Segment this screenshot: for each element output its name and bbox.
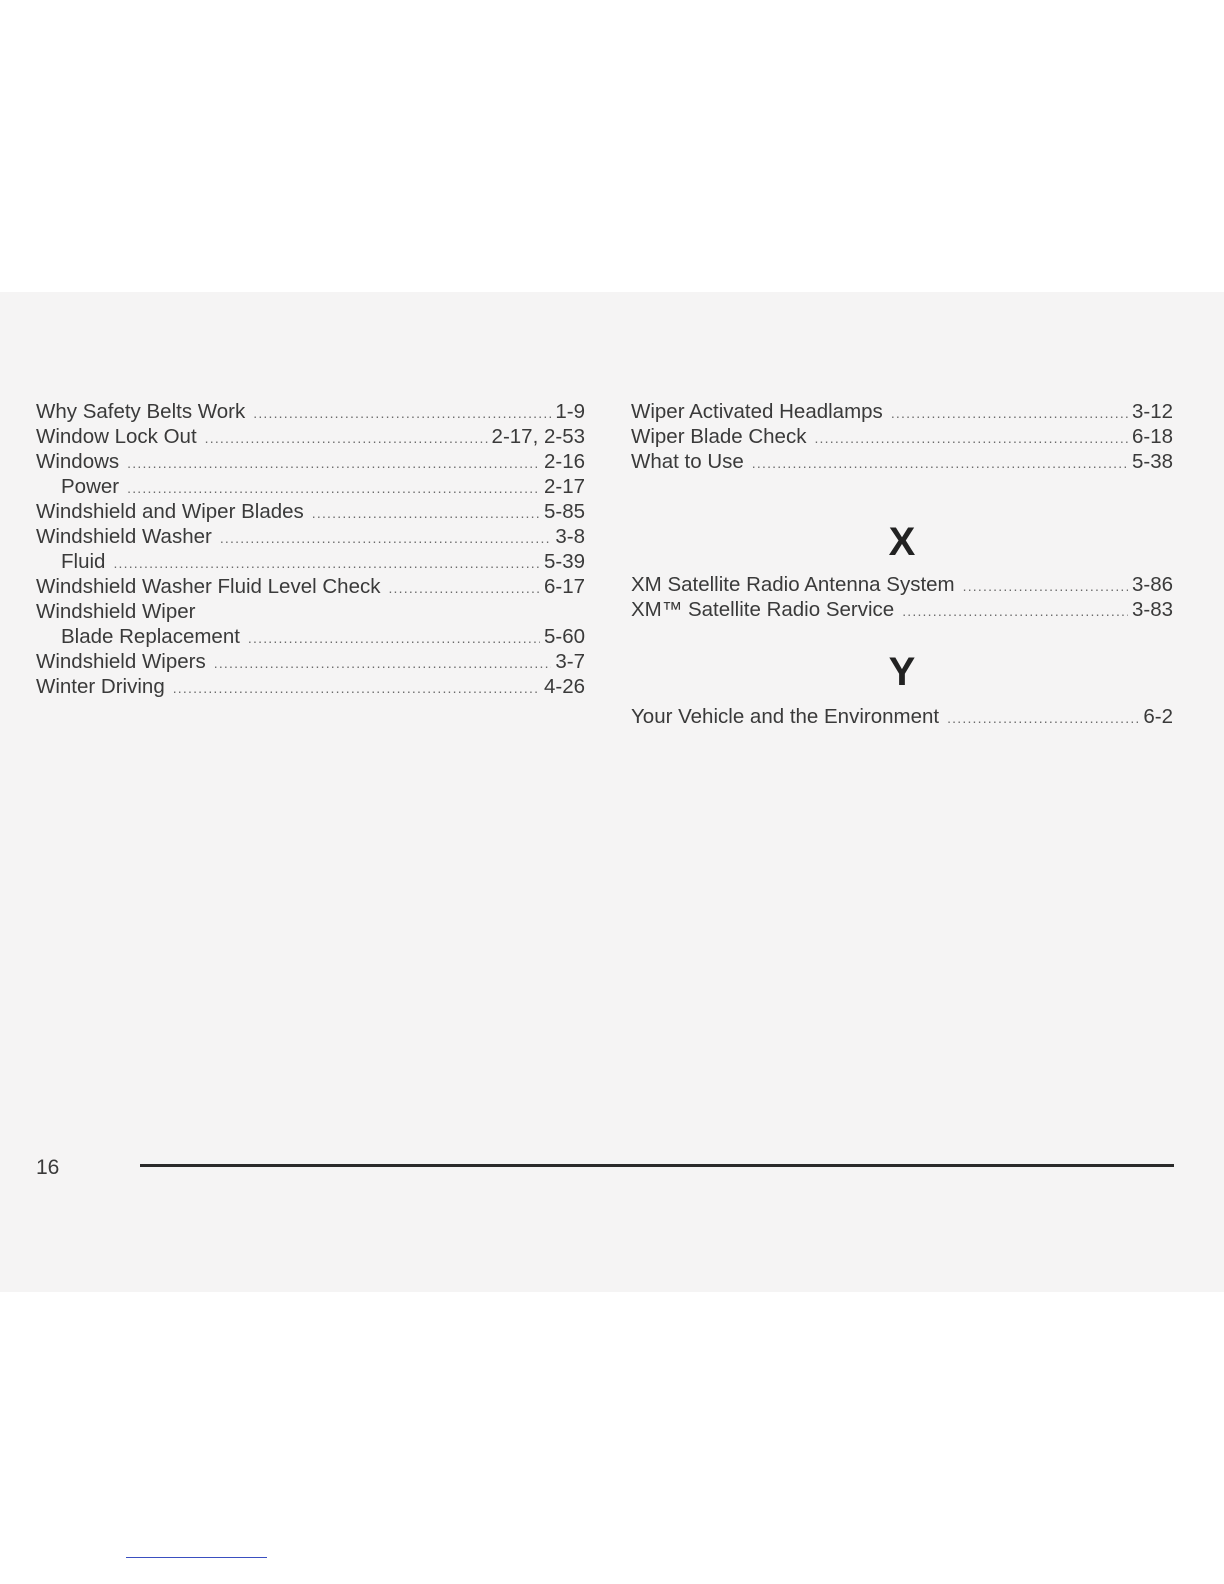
index-entry: [36, 499, 585, 524]
dot-leader: [173, 676, 540, 701]
dot-leader: [947, 706, 1139, 731]
index-subentry: [36, 549, 585, 574]
index-entry: [631, 572, 1173, 597]
index-page-ref: 3-7: [555, 650, 585, 673]
index-entry: [36, 424, 585, 449]
section-spacer: [631, 474, 1173, 520]
index-subentry: [36, 624, 585, 649]
index-term: Windshield Washer: [36, 525, 212, 548]
dot-leader: [113, 551, 540, 576]
dot-leader: [388, 576, 540, 601]
dot-leader: [205, 426, 488, 451]
index-term: Why Safety Belts Work: [36, 400, 246, 423]
dot-leader: [814, 426, 1128, 451]
section-heading-y: Y: [888, 650, 916, 694]
index-term: Windshield Wiper: [36, 600, 196, 623]
page-number: 16: [36, 1156, 60, 1179]
dot-leader: [127, 476, 540, 501]
index-entry: [36, 574, 585, 599]
index-term: XM™ Satellite Radio Service: [631, 598, 895, 621]
index-entry: [631, 399, 1173, 424]
dot-leader: [312, 501, 540, 526]
index-entry: [631, 597, 1173, 622]
index-term: XM Satellite Radio Antenna System: [631, 573, 955, 596]
section-heading-x: X: [888, 520, 916, 564]
index-term: Wiper Blade Check: [631, 425, 807, 448]
section-spacer: [631, 564, 1173, 572]
index-entry: [36, 524, 585, 549]
index-term: Windows: [36, 450, 120, 473]
section-spacer: [631, 694, 1173, 704]
index-entry: [36, 449, 585, 474]
index-term: Blade Replacement: [61, 625, 240, 648]
index-subentry: [36, 474, 585, 499]
footer-rule: [140, 1164, 1174, 1167]
index-page-ref: 1-9: [555, 400, 585, 423]
dot-leader: [127, 451, 540, 476]
dot-leader: [963, 574, 1128, 599]
index-page-ref: 2-17: [543, 475, 585, 498]
index-term: Your Vehicle and the Environment: [631, 705, 940, 728]
index-page-ref: 3-83: [1131, 598, 1173, 621]
index-page-ref: 6-2: [1143, 705, 1173, 728]
index-page-ref: 3-86: [1131, 573, 1173, 596]
index-column-right: [631, 399, 1173, 729]
dot-leader: [214, 651, 552, 676]
dot-leader: [253, 401, 551, 426]
index-entry: [631, 704, 1173, 729]
link-underline: [126, 1557, 267, 1558]
index-page-ref: 5-85: [543, 500, 585, 523]
index-term: Wiper Activated Headlamps: [631, 400, 883, 423]
index-term: Winter Driving: [36, 675, 165, 698]
index-term: Fluid: [61, 550, 106, 573]
index-column-left: [36, 399, 585, 699]
index-term: Windshield Wipers: [36, 650, 206, 673]
index-page-ref: 3-12: [1131, 400, 1173, 423]
index-page-ref: 2-17, 2-53: [491, 425, 585, 448]
index-term: What to Use: [631, 450, 744, 473]
index-entry: [36, 674, 585, 699]
dot-leader: [752, 451, 1128, 476]
index-page-ref: 6-17: [543, 575, 585, 598]
index-page-ref: 2-16: [543, 450, 585, 473]
section-spacer: [631, 622, 1173, 650]
index-page-ref: 5-39: [543, 550, 585, 573]
index-entry: [36, 649, 585, 674]
index-term: Windshield Washer Fluid Level Check: [36, 575, 381, 598]
index-page-ref: 3-8: [555, 525, 585, 548]
index-page-ref: 6-18: [1131, 425, 1173, 448]
dot-leader: [902, 599, 1128, 624]
index-term: Power: [61, 475, 120, 498]
index-entry: [36, 399, 585, 424]
index-entry: [631, 449, 1173, 474]
dot-leader: [248, 626, 540, 651]
index-term: Windshield and Wiper Blades: [36, 500, 304, 523]
index-entry: [36, 599, 585, 624]
index-page-ref: 5-60: [543, 625, 585, 648]
dot-leader: [891, 401, 1128, 426]
index-page-ref: 4-26: [543, 675, 585, 698]
index-entry: [631, 424, 1173, 449]
dot-leader: [220, 526, 552, 551]
index-term: Window Lock Out: [36, 425, 197, 448]
index-page-ref: 5-38: [1131, 450, 1173, 473]
